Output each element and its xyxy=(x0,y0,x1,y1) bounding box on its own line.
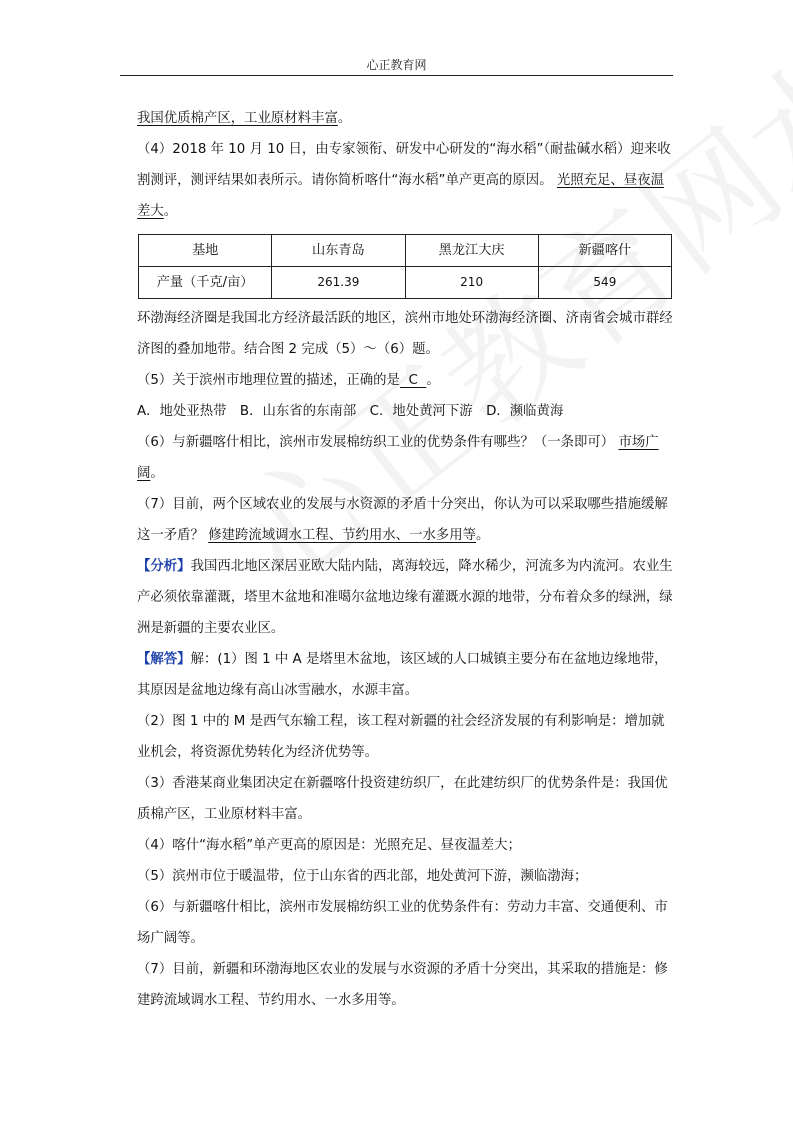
q7-answer: 修建跨流域调水工程、节约用水、一水多用等 xyxy=(208,528,477,543)
solution-paragraph xyxy=(137,644,673,706)
question-5 xyxy=(137,365,673,396)
q3-answer: 我国优质棉产区，工业原材料丰富 xyxy=(137,111,338,126)
table-cell: 210 xyxy=(405,267,538,299)
q6-answer: 市场广阔 xyxy=(137,435,659,481)
analysis-label: 【分析】 xyxy=(137,559,191,574)
table-cell: 261.39 xyxy=(272,267,405,299)
table-cell: 山东青岛 xyxy=(272,235,405,267)
table-cell: 基地 xyxy=(139,235,272,267)
solution-item: （6）与新疆喀什相比，滨州市发展棉纺织工业的优势条件有：劳动力丰富、交通便利、市场广阔等。 xyxy=(137,900,668,946)
solution-item: （2）图 1 中的 M 是西气东输工程，该工程对新疆的社会经济发展的有利影响是：增加就业机会，将资源优势转化为经济优势等。 xyxy=(137,714,665,760)
solution-label: 【解答】 xyxy=(137,652,191,667)
q5-options: A．地处亚热带 B．山东省的东南部 C．地处黄河下游 D．濒临黄海 xyxy=(137,404,564,419)
q4-end: 。 xyxy=(163,204,178,219)
q4-text: （4）2018 年 10 月 10 日，由专家领衔、研发中心研发的“海水稻”（耐盐碱水稻）迎来收割测评，测评结果如表所示。请你简析喀什“海水稻”单产更高的原因。 xyxy=(137,142,671,188)
intro-paragraph: 环渤海经济圈是我国北方经济最活跃的地区，滨州市地处环渤海经济圈、济南省会城市群经济图的叠加地带。结合图 2 完成（5）～（6）题。 xyxy=(137,311,673,357)
solution-item: （4）喀什“海水稻”单产更高的原因是：光照充足、昼夜温差大； xyxy=(137,838,521,853)
q5-answer: C xyxy=(408,373,418,388)
question-6 xyxy=(137,427,673,489)
document-body xyxy=(137,103,673,1016)
table-header-row xyxy=(139,235,672,267)
table-row xyxy=(139,267,672,299)
table-cell: 549 xyxy=(538,267,671,299)
question-7 xyxy=(137,489,673,551)
q6-text: （6）与新疆喀什相比，滨州市发展棉纺织工业的优势条件有哪些？（一条即可） xyxy=(137,435,615,450)
q7-end: 。 xyxy=(476,528,490,543)
q5-end: 。 xyxy=(426,373,440,388)
table-cell: 新疆喀什 xyxy=(538,235,671,267)
solution-item: （3）香港某商业集团决定在新疆喀什投资建纺织厂，在此建纺织厂的优势条件是：我国优质棉产区，工业原材料丰富。 xyxy=(137,776,668,822)
q4-answer: 光照充足、昼夜温差大 xyxy=(137,173,664,219)
table-cell: 黑龙江大庆 xyxy=(405,235,538,267)
analysis-text: 我国西北地区深居亚欧大陆内陆，离海较远，降水稀少，河流多为内流河。农业生产必须依靠灌溉，塔里木盆地和准噶尔盆地边缘有灌溉水源的地带，分布着众多的绿洲，绿洲是新疆的主要农业区。 xyxy=(137,559,673,636)
q3-answer-line xyxy=(137,103,673,134)
question-4 xyxy=(137,134,673,227)
page-header: 心正教育网 xyxy=(366,58,427,72)
header-divider xyxy=(120,75,673,76)
table-cell: 产量（千克/亩） xyxy=(139,267,272,299)
q7-text: （7）目前，两个区域农业的发展与水资源的矛盾十分突出，你认为可以采取哪些措施缓解这一矛盾？ xyxy=(137,497,668,543)
yield-table xyxy=(138,234,672,299)
solution-text: 解：(1）图 1 中 A 是塔里木盆地，该区域的人口城镇主要分布在盆地边缘地带，其原因是盆地边缘有高山冰雪融水，水源丰富。 xyxy=(137,652,668,698)
solution-item: （5）滨州市位于暖温带，位于山东省的西北部，地处黄河下游，濒临渤海； xyxy=(137,869,588,884)
q5-text: （5）关于滨州市地理位置的描述，正确的是 xyxy=(137,373,400,388)
analysis-paragraph xyxy=(137,551,673,644)
solution-item: （7）目前，新疆和环渤海地区农业的发展与水资源的矛盾十分突出，其采取的措施是：修建跨流域调水工程、节约用水、一水多用等。 xyxy=(137,962,668,1008)
q6-end: 。 xyxy=(150,466,164,481)
q3-end: 。 xyxy=(337,111,352,126)
